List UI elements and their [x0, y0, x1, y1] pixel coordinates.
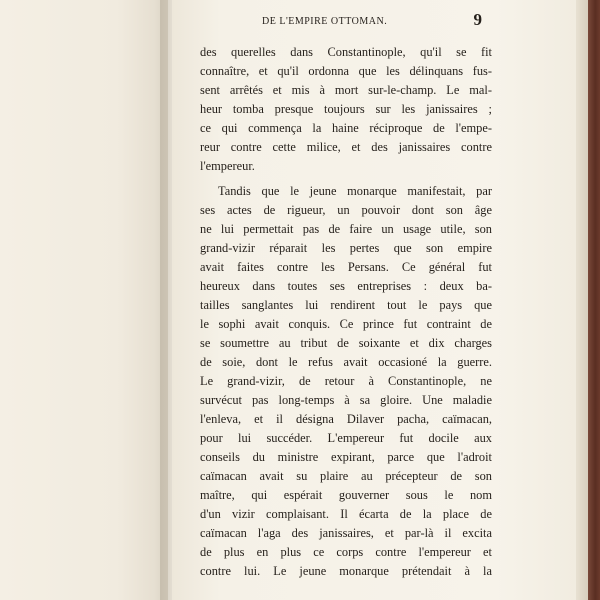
body-text-line: pour lui succéder. L'empereur fut docile aux	[200, 431, 492, 445]
page-number: 9	[473, 10, 482, 29]
body-text-line: Le grand-vizir, de retour à Constantinople, ne	[200, 374, 492, 388]
left-page	[0, 0, 168, 600]
body-text-line: caïmacan avait su plaire au précepteur de son	[200, 469, 492, 483]
body-text-line: l'empereur.	[200, 159, 255, 173]
body-text-line: Tandis que le jeune monarque manifestait, par	[218, 184, 492, 198]
body-text-line: sent arrêtés et mis à mort sur-le-champ. Le mal-	[200, 83, 492, 97]
body-text-line: se soumettre au tribut de soixante et dix charges	[200, 336, 492, 350]
page-edge	[576, 0, 588, 600]
body-text-line: de plus en plus ce corps contre l'empereur et	[200, 545, 492, 559]
body-text-line: tailles sanglantes lui rendirent tout le pays que	[200, 298, 492, 312]
body-text-line: des querelles dans Constantinople, qu'il se fit	[200, 45, 492, 59]
body-text-line: maître, qui espérait gouverner sous le nom	[200, 488, 492, 502]
book-cover-edge	[588, 0, 600, 600]
body-text-line: d'un vizir complaisant. Il écarta de la place de	[200, 507, 492, 521]
body-text-line: heur tomba presque toujours sur les janissaires ;	[200, 102, 492, 116]
right-running-head	[200, 12, 492, 32]
body-text-line: ses actes de rigueur, un pouvoir dont son âge	[200, 203, 492, 217]
body-text-line: contre lui. Le jeune monarque prétendait à la	[200, 564, 492, 578]
body-text-line: ne lui permettait pas de faire un usage utile, son	[200, 222, 492, 236]
body-text-line: survécut pas long-temps à sa gloire. Une maladie	[200, 393, 492, 407]
body-text-line: grand-vizir réparait les pertes que son empire	[200, 241, 492, 255]
running-head-title: DE L'EMPIRE OTTOMAN.	[262, 16, 388, 27]
body-text-line: l'enleva, et il désigna Dilaver pacha, caïmacan,	[200, 412, 492, 426]
body-text-line: reur contre cette milice, et des janissaires contre	[200, 140, 492, 154]
body-text-line: de soie, dont le refus avait occasioné la guerre.	[200, 355, 492, 369]
body-text-line: ce qui commença la haine réciproque de l'empe-	[200, 121, 492, 135]
body-text-line: caïmacan l'aga des janissaires, et par-là il excita	[200, 526, 492, 540]
body-text-line: conseils du ministre expirant, parce que l'adroit	[200, 450, 492, 464]
body-text-line: heureux dans toutes ses entreprises : deux ba-	[200, 279, 492, 293]
body-text-line: avait faites contre les Persans. Ce général fut	[200, 260, 492, 274]
body-text-line: le sophi avait conquis. Ce prince fut contraint de	[200, 317, 492, 331]
body-text-line: connaître, et qu'il ordonna que les délinquans fus-	[200, 64, 492, 78]
